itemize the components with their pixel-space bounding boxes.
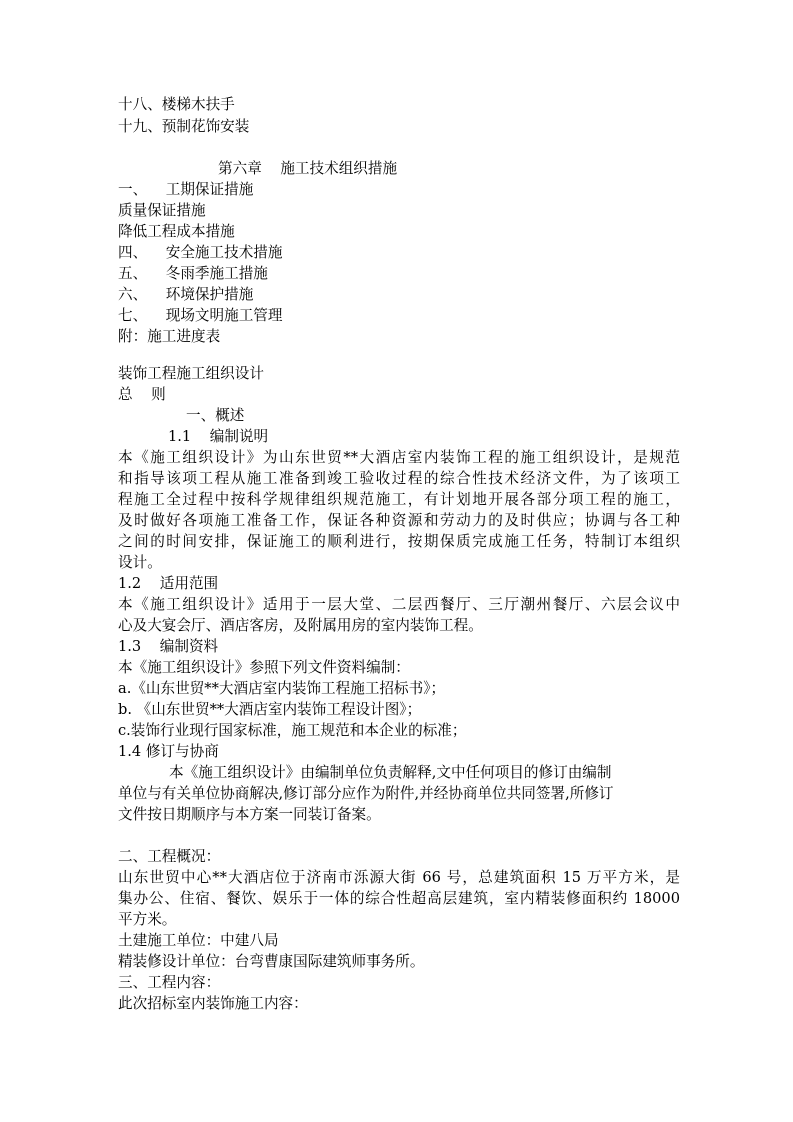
- paragraph-line: 集办公、住宿、餐饮、娱乐于一体的综合性超高层建筑，室内精装修面积约 18000: [118, 890, 680, 907]
- toc-measure-2: 质量保证措施: [118, 202, 206, 219]
- toc-measure-1: 一、 工期保证措施: [118, 181, 254, 198]
- toc-item-18: 十八、楼梯木扶手: [118, 96, 235, 113]
- toc-measure-4: 四、 安全施工技术措施: [118, 244, 283, 261]
- paragraph-line: 文件按日期顺序与本方案一同装订备案。: [118, 806, 381, 823]
- paragraph-line: 平方米。: [118, 911, 177, 928]
- section-1-3-heading: 1.3 编制资料: [118, 638, 219, 655]
- toc-measure-3: 降低工程成本措施: [118, 223, 235, 240]
- toc-measure-5: 五、 冬雨季施工措施: [118, 265, 268, 282]
- toc-measure-7: 七、 现场文明施工管理: [118, 307, 283, 324]
- paragraph-line: 本《施工组织设计》参照下列文件资料编制：: [118, 659, 410, 676]
- paragraph-line: 设计。: [118, 554, 162, 571]
- document-title: 装饰工程施工组织设计: [118, 365, 264, 382]
- paragraph-line: 山东世贸中心**大酒店位于济南市泺源大街 66 号，总建筑面积 15 万平方米，是: [118, 869, 680, 886]
- overview-heading: 一、概述: [186, 407, 245, 424]
- paragraph-line: 此次招标室内装饰施工内容：: [118, 995, 308, 1012]
- list-item-a: a.《山东世贸**大酒店室内装饰工程施工招标书》；: [118, 680, 446, 697]
- toc-measure-6: 六、 环境保护措施: [118, 286, 254, 303]
- contractor-line: 土建施工单位：中建八局: [118, 932, 279, 949]
- section-1-2-heading: 1.2 适用范围: [118, 575, 219, 592]
- paragraph-line: 和指导该项工程从施工准备到竣工验收过程的综合性技术经济文件，为了该项工: [118, 470, 680, 487]
- paragraph-line: 本《施工组织设计》适用于一层大堂、二层西餐厅、三厅潮州餐厅、六层会议中: [118, 596, 680, 613]
- list-item-c: c.装饰行业现行国家标准，施工规范和本企业的标准；: [118, 722, 467, 739]
- paragraph-line: 本《施工组织设计》为山东世贸**大酒店室内装饰工程的施工组织设计，是规范: [118, 449, 680, 466]
- chapter-title: 第六章 施工技术组织措施: [218, 160, 398, 177]
- project-content-heading: 三、工程内容：: [118, 974, 221, 991]
- paragraph-line: 心及大宴会厅、酒店客房，及附属用房的室内装饰工程。: [118, 617, 483, 634]
- toc-item-19: 十九、预制花饰安装: [118, 118, 250, 135]
- designer-line: 精装修设计单位：台弯曹康国际建筑师事务所。: [118, 953, 425, 970]
- paragraph-line: 程施工全过程中按科学规律组织规范施工，有计划地开展各部分项工程的施工，: [118, 491, 680, 508]
- paragraph-line: 之间的时间安排，保证施工的顺利进行，按期保质完成施工任务，特制订本组织: [118, 533, 680, 550]
- paragraph-line: 单位与有关单位协商解决,修订部分应作为附件,并经协商单位共同签署,所修订: [118, 785, 614, 802]
- project-overview-heading: 二、工程概况：: [118, 848, 221, 865]
- paragraph-line: 本《施工组织设计》由编制单位负责解释,文中任何项目的修订由编制: [118, 764, 612, 781]
- toc-appendix: 附：施工进度表: [118, 328, 221, 345]
- paragraph-line: 及时做好各项施工准备工作，保证各种资源和劳动力的及时供应；协调与各工种: [118, 512, 680, 529]
- list-item-b: b. 《山东世贸**大酒店室内装饰工程设计图》；: [118, 701, 422, 718]
- section-1-4-heading: 1.4 修订与协商: [118, 743, 219, 760]
- section-1-1-heading: 1.1 编制说明: [168, 428, 269, 445]
- general-heading: 总 则: [118, 386, 166, 403]
